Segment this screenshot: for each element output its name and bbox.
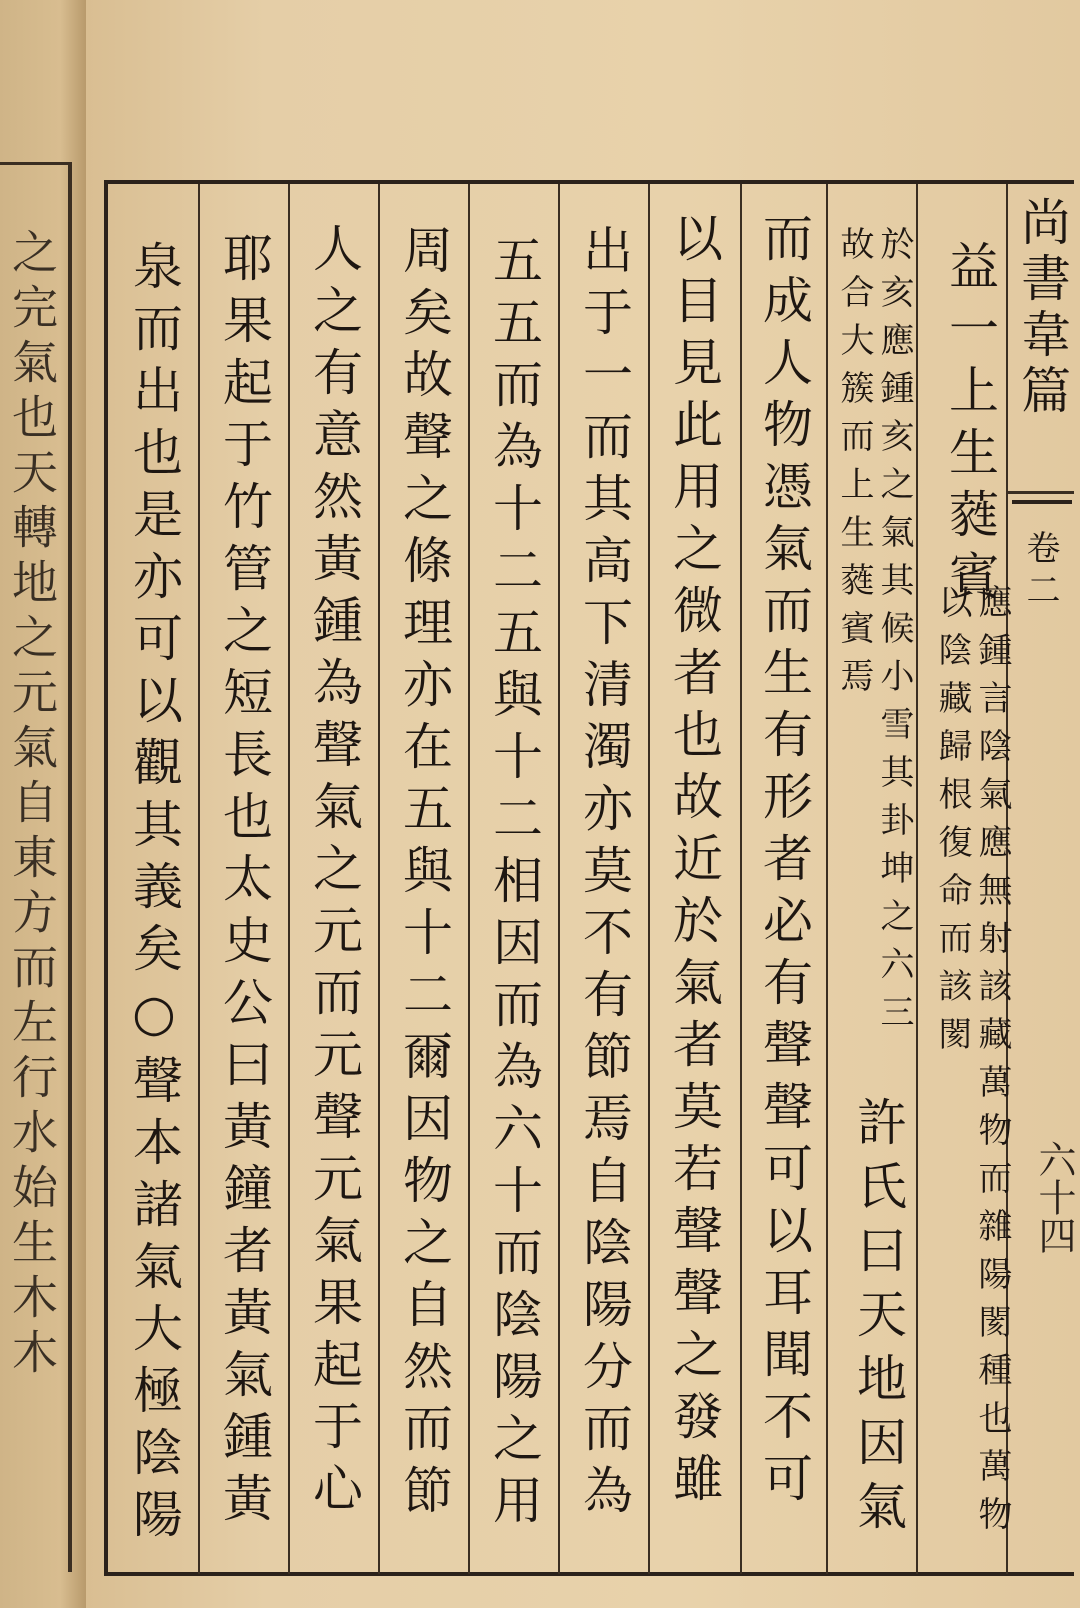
column-rule [916, 184, 918, 1574]
column-rule [378, 184, 380, 1574]
book-title: 尚書韋篇 [1013, 196, 1071, 420]
text-column: 以目見此用之微者也故近於氣者莫若聲聲之發雖 [665, 212, 723, 1514]
folio-number: 六十四 [1032, 1140, 1076, 1254]
text-column: 周矣故聲之條理亦在五與十二爾因物之自然而節 [395, 224, 453, 1526]
text-column: 耶果起于竹管之短長也太史公曰黃鐘者黃氣鍾黃 [215, 232, 273, 1534]
commentary-note: 於亥應鍾亥之氣其候小雪其卦坤之六三故合大簇而上生蕤賓焉 [834, 226, 914, 1042]
column-rule [288, 184, 290, 1574]
text-column: 人之有意然黃鍾為聲氣之元而元聲元氣果起于心 [305, 222, 363, 1524]
text-column: 益一上生蕤賓 [941, 240, 999, 612]
column-rule [740, 184, 742, 1574]
text-column: 五五而為十二五與十二相因而為六十而陰陽之用 [485, 234, 543, 1536]
column-rule [826, 184, 828, 1574]
volume-label: 卷二 [1020, 530, 1060, 614]
column-rule [468, 184, 470, 1574]
column-rule [558, 184, 560, 1574]
text-column: 許氏曰天地因氣 [849, 1096, 907, 1544]
commentary-note: 應鍾言陰氣應無射該藏萬物而雜陽閡種也萬物以陰藏歸根復命而該閡 [932, 584, 1012, 1544]
column-rule [198, 184, 200, 1574]
previous-page-column: 之完氣也天轉地之元氣自東方而左行水始生木木 [5, 228, 59, 1383]
text-column: 泉而出也是亦可以觀其義矣○聲本諸氣大極陰陽 [125, 240, 183, 1550]
text-column: 出于一而其高下清濁亦莫不有節焉自陰陽分而為 [575, 224, 633, 1526]
fish-tail-mark [1012, 500, 1072, 530]
text-column: 而成人物憑氣而生有形者必有聲聲可以耳聞不可 [755, 212, 813, 1514]
column-rule [648, 184, 650, 1574]
